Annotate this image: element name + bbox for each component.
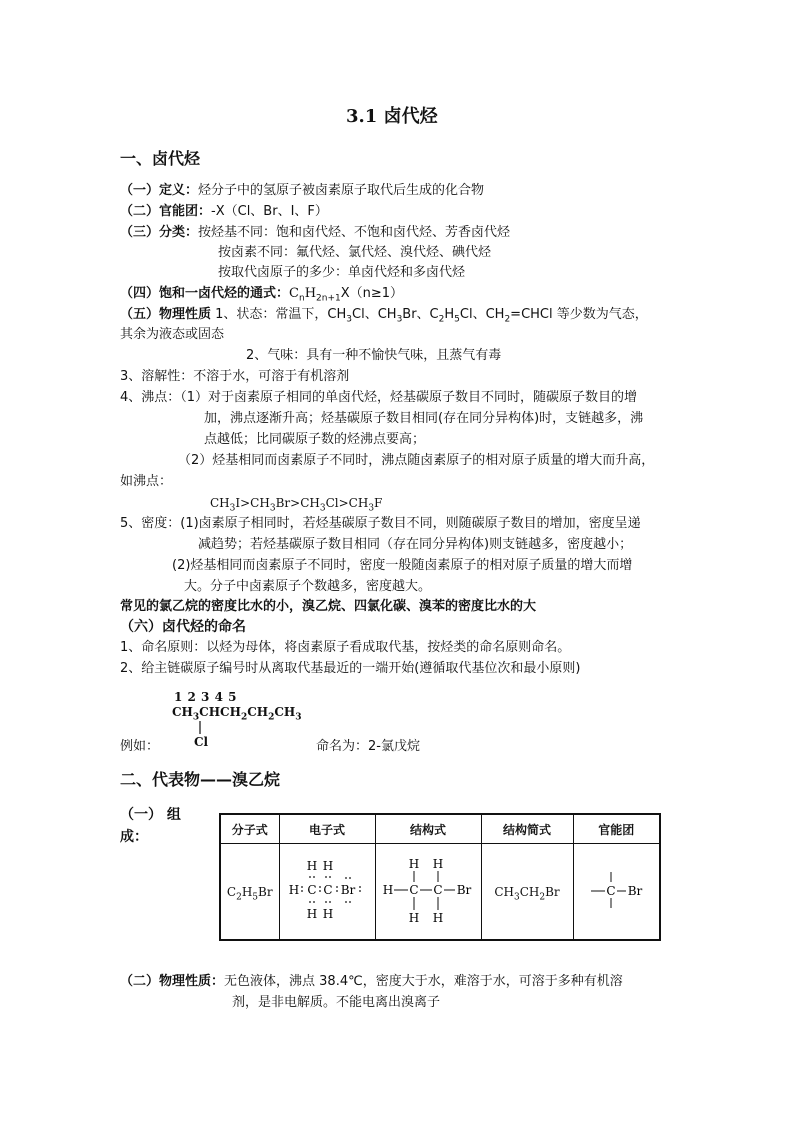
header-condensed-formula: 结构简式 xyxy=(481,814,573,844)
bromoethane-physical-label: （二）物理性质： xyxy=(120,974,225,989)
sub: 2 xyxy=(240,712,248,723)
state-text-e: Cl、CH xyxy=(459,307,505,322)
e-c-2: C xyxy=(323,883,333,897)
sub: 3 xyxy=(269,503,276,514)
sub: 3 xyxy=(513,891,520,902)
formula-h: H xyxy=(304,286,317,301)
s-c-1: C xyxy=(409,883,419,897)
definition-label: （一）定义： xyxy=(120,183,199,198)
cell-functional-group xyxy=(573,844,660,941)
sub: 3 xyxy=(192,712,200,723)
e-h-left: H xyxy=(288,883,300,897)
naming-rule-2: 2、给主链碳原子编号时从离取代基最近的一端开始(遵循取代基位次和最小原则) xyxy=(120,661,581,676)
cf-ch2: CH xyxy=(519,884,540,899)
functional-group-label: （二）官能团： xyxy=(120,204,212,219)
sub: 5 xyxy=(252,891,259,902)
sub: 2 xyxy=(268,712,275,723)
cf-ch3: CH xyxy=(494,884,514,899)
cell-structural-formula xyxy=(375,844,481,941)
sub: 2 xyxy=(539,891,546,902)
functional-group-line xyxy=(120,203,328,221)
sub: 2 xyxy=(438,314,445,325)
mf-h: H xyxy=(241,884,253,899)
sub: 3 xyxy=(295,712,302,723)
density-line-1: 5、密度：(1)卤素原子相同时，若烃基碳原子数目不同，则随碳原子数目的增加，密度呈递 xyxy=(120,516,641,531)
state-text-f: =CHCl 等少数为气态， xyxy=(510,307,648,322)
boiling-point-line-3: 点越低；比同碳原子数的烃沸点要高； xyxy=(204,432,426,447)
boiling-point-order xyxy=(210,494,382,512)
e-h-bottom-2: H xyxy=(322,907,334,921)
state-text-a: 1、状态：常温下，CH xyxy=(215,307,347,322)
example-chain xyxy=(172,703,302,721)
chain-d: CH xyxy=(274,705,296,719)
formula-c: C xyxy=(289,286,299,301)
density-line-2: 减趋势；若烃基碳原子数目相同（存在同分异构体)则支链越多，密度越小； xyxy=(198,537,633,552)
boiling-point-line-5: 如沸点： xyxy=(120,474,173,489)
e-h-top-2: H xyxy=(322,859,334,873)
bromoethane-physical-line-1 xyxy=(120,973,623,991)
cell-molecular-formula xyxy=(220,844,279,941)
electron-dot-diagram xyxy=(282,844,372,936)
sub: 3 xyxy=(396,314,403,325)
s-h-bottom-2: H xyxy=(432,911,444,925)
classification-by-halogen: 按卤素不同：氟代烃、氯代烃、溴代烃、碘代烃 xyxy=(218,245,492,260)
general-formula-label: （四）饱和一卤代烃的通式： xyxy=(120,286,290,301)
formula-x: X（n≥1） xyxy=(340,286,404,301)
density-note: 常见的氯乙烷的密度比水的小，溴乙烷、四氯化碳、溴苯的密度比水的大 xyxy=(120,599,537,614)
order-c: Br>CH xyxy=(275,496,320,510)
state-text-c: Br、C xyxy=(402,307,439,322)
cell-electron-formula xyxy=(279,844,375,941)
order-b: I>CH xyxy=(235,496,270,510)
sub: 3 xyxy=(346,314,353,325)
e-br: Br xyxy=(340,883,356,897)
sub: 5 xyxy=(454,314,460,325)
functional-group-diagram xyxy=(581,860,651,920)
bromoethane-composition-table xyxy=(219,813,661,941)
table-row xyxy=(220,844,660,941)
s-h-bottom-1: H xyxy=(408,911,420,925)
order-e: F xyxy=(374,496,383,510)
naming-rule-1: 1、命名原则：以烃为母体，将卤素原子看成取代基，按烃类的命名原则命名。 xyxy=(120,640,571,655)
classification-by-count: 按取代卤原子的多少：单卤代烃和多卤代烃 xyxy=(218,265,466,280)
chain-a: CH xyxy=(172,705,193,719)
state-text-d: H xyxy=(444,307,455,322)
cell-condensed-formula xyxy=(481,844,573,941)
boiling-point-line-1: 4、沸点：（1）对于卤素原子相同的单卤代烃，烃基碳原子数目不同时，随碳原子数目的增 xyxy=(120,390,638,405)
e-c-1: C xyxy=(307,883,317,897)
bromoethane-physical-line-2: 剂，是非电解质。不能电离出溴离子 xyxy=(232,995,441,1010)
s-br: Br xyxy=(456,883,472,897)
composition-label-2: 成： xyxy=(120,829,148,845)
fg-c: C xyxy=(606,884,616,898)
header-structural-formula: 结构式 xyxy=(375,814,481,844)
density-line-4: 大。分子中卤素原子个数越多，密度越大。 xyxy=(184,579,432,594)
solubility-line: 3、溶解性：不溶于水，可溶于有机溶剂 xyxy=(120,369,350,384)
header-functional-group: 官能团 xyxy=(573,814,660,844)
classification-line-1 xyxy=(120,224,510,242)
functional-group-text: -X（Cl、Br、I、F） xyxy=(211,204,328,219)
naming-heading: （六）卤代烃的命名 xyxy=(120,619,246,635)
e-h-top-1: H xyxy=(306,859,318,873)
order-d: Cl>CH xyxy=(325,496,369,510)
mf-br: Br xyxy=(258,884,273,899)
s-h-top-2: H xyxy=(432,857,444,871)
chain-b: CHCH xyxy=(199,705,241,719)
page-title: 3.1 卤代烃 xyxy=(346,106,438,127)
boiling-point-line-4: （2）烃基相同而卤素原子不同时，沸点随卤素原子的相对原子质量的增大而升高， xyxy=(178,453,655,468)
structural-formula-diagram xyxy=(378,844,478,936)
physical-state-line xyxy=(120,306,648,324)
example-name: 命名为：2-氯戊烷 xyxy=(316,739,420,754)
classification-by-hydrocarbon: 按烃基不同：饱和卤代烃、不饱和卤代烃、芳香卤代烃 xyxy=(198,225,511,240)
odor-line: 2、气味：具有一种不愉快气味，且蒸气有毒 xyxy=(246,348,502,363)
header-electron-formula: 电子式 xyxy=(279,814,375,844)
s-h-top-1: H xyxy=(408,857,420,871)
physical-state-line-2: 其余为液态或固态 xyxy=(120,327,225,342)
header-molecular-formula: 分子式 xyxy=(220,814,279,844)
mf-c: C xyxy=(226,884,237,899)
fg-br: Br xyxy=(627,884,643,898)
general-formula-line xyxy=(120,285,403,303)
definition-line xyxy=(120,182,484,200)
classification-label: （三）分类： xyxy=(120,225,199,240)
formula-sub-2n1: 2n+1 xyxy=(316,293,341,304)
example-chlorine: Cl xyxy=(194,735,209,749)
composition-label: （一） 组 xyxy=(120,807,181,823)
sub: 3 xyxy=(368,503,375,514)
cf-br: Br xyxy=(545,884,560,899)
order-a: CH xyxy=(210,496,230,510)
physical-properties-label: （五）物理性质 xyxy=(120,307,212,322)
structural-bonds xyxy=(394,871,455,910)
example-carbon-numbers: 1 2 3 4 5 xyxy=(174,690,237,704)
e-h-bottom-1: H xyxy=(306,907,318,921)
s-c-2: C xyxy=(433,883,443,897)
sub: 2 xyxy=(236,891,242,902)
bromoethane-physical-text: 无色液体，沸点 38.4℃，密度大于水，难溶于水，可溶于多种有机溶 xyxy=(224,974,623,989)
sub: 2 xyxy=(504,314,511,325)
sub: 3 xyxy=(319,503,326,514)
definition-text: 烃分子中的氢原子被卤素原子取代后生成的化合物 xyxy=(198,183,485,198)
density-line-3: (2)烃基相同而卤素原子不同时，密度一般随卤素原子的相对原子质量的增大而增 xyxy=(172,558,633,573)
section-2-heading: 二、代表物——溴乙烷 xyxy=(120,770,281,789)
boiling-point-line-2: 加，沸点逐渐升高；烃基碳原子数目相同(存在同分异构体)时，支链越多，沸 xyxy=(204,411,644,426)
sub: 3 xyxy=(229,503,236,514)
state-text-b: Cl、CH xyxy=(352,307,397,322)
chain-c: CH xyxy=(247,705,269,719)
s-h-left: H xyxy=(382,883,394,897)
section-1-heading: 一、卤代烃 xyxy=(120,149,201,168)
table-header-row xyxy=(220,814,660,844)
example-label: 例如： xyxy=(120,739,160,754)
formula-sub-n: n xyxy=(298,293,305,304)
